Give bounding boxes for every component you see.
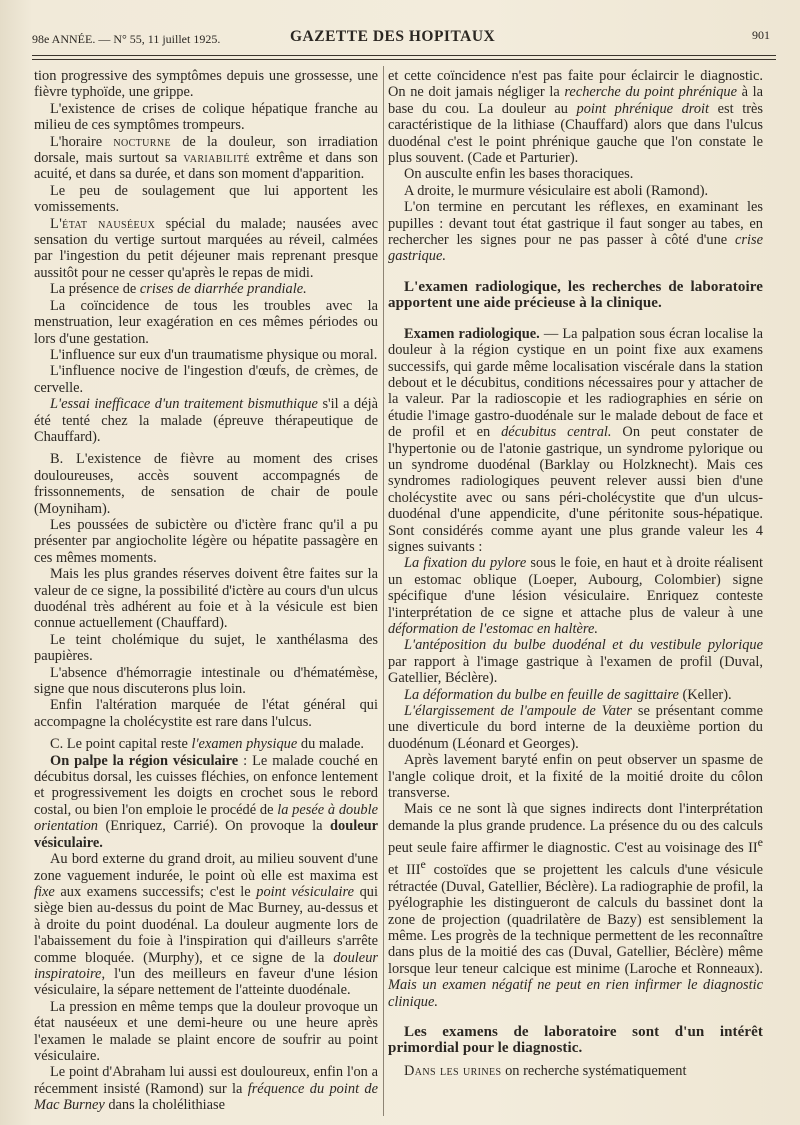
paragraph: On palpe la région vésiculaire : Le malade couché en décubitus dorsal, les cuisses fléchies, on enfonce lentement et progressivement les doigts en crochet sous le rebord costal, ou bien l'on emploie le procédé de la pesée à double orientation (Enriquez, Carrié). On provoque la douleur vésiculaire. xyxy=(34,752,378,851)
left-column xyxy=(34,68,378,1114)
paragraph: La déformation du bulbe en feuille de sagittaire (Keller). xyxy=(404,686,732,703)
paragraph: B. L'existence de fièvre au moment des crises douloureuses, accès souvent accompagnés de frissonnements, de sensation de chair de poule (Moyniham). xyxy=(34,451,378,517)
paragraph: L'influence sur eux d'un traumatisme physique ou moral. xyxy=(50,346,378,363)
issue-info: 98e ANNÉE. — N° 55, 11 juillet 1925. xyxy=(32,32,221,46)
paragraph: Au bord externe du grand droit, au milieu souvent d'une zone vaguement indurée, le point où elle est maxima est fixe aux examens successifs; c'est le point vésiculaire qui siège bien au-dessus du point de Mac Burney, au-dessus et à droite du point duodénal. La douleur augmente lors de l'abaissement du foie à l'inspiration qui d'ailleurs s'arrête comme bloquée. (Murphy), et ce signe de la douleur inspiratoire, l'un des meilleurs en faveur d'une lésion vésiculaire, la sépare nettement de l'atteinte duodénale. xyxy=(34,851,378,999)
paragraph: La pression en même temps que la douleur provoque un état nauséeux et une demi-heure ou une heure après l'examen le malade se plaint encore de soufrir au point vésiculaire. xyxy=(34,998,378,1064)
paragraph: L'antéposition du bulbe duodénal et du vestibule pylorique par rapport à l'image gastrique à l'examen de profil (Duval, Gatellier, Béclère). xyxy=(388,637,763,687)
paragraph: Les poussées de subictère ou d'ictère franc qu'il a pu présenter par angiocholite légère ou hépatite passagère en ces mêmes moments. xyxy=(34,516,378,566)
paragraph: A droite, le murmure vésiculaire est aboli (Ramond). xyxy=(404,182,709,199)
paragraph: Mais les plus grandes réserves doivent être faites sur la valeur de ce signe, la possibilité d'ictère au cours d'un ulcus duodénal très adhérent au foie et à la vésicule est bien connue actuellement (Chauffard). xyxy=(34,566,378,632)
section-heading: Les examens de laboratoire sont d'un intérêt primordial pour le diagnostic. xyxy=(388,1023,763,1057)
paragraph: L'essai inefficace d'un traitement bismuthique s'il a déjà été tenté chez la malade (épreuve thérapeutique de Chauffard). xyxy=(34,396,378,445)
paragraph: L'absence d'hémorragie intestinale ou d'hématémèse, signe que nous discuterons plus loin. xyxy=(34,664,378,698)
right-column xyxy=(388,68,763,1079)
paragraph: La fixation du pylore sous le foie, en haut et à droite réalisent un estomac oblique (Loeper, Aubourg, Colombier) signe spécifique d'une lésion vésiculaire. Enriquez conteste l'interprétation de ce signe et attache plus de valeur à une déformation de l'estomac en haltère. xyxy=(388,555,764,637)
paragraph: Le peu de soulagement que lui apportent les vomissements. xyxy=(34,182,378,216)
paragraph: L'existence de crises de colique hépatique franche au milieu de ces symptômes trompeurs. xyxy=(34,100,378,134)
paragraph: L'horaire nocturne de la douleur, son irradiation dorsale, mais surtout sa variabilité extrême et dans son acuité, et dans sa durée, et dans son moment d'apparition. xyxy=(34,133,379,183)
paragraph: Enfin l'altération marquée de l'état général qui accompagne la cholécystite est rare dans l'ulcus. xyxy=(34,697,378,730)
paragraph: Dans les urines on recherche systématiquement xyxy=(404,1062,687,1079)
paragraph: La présence de crises de diarrhée prandiale. xyxy=(50,281,307,298)
page-header xyxy=(32,26,774,50)
paragraph: C. Le point capital reste l'examen physique du malade. xyxy=(50,736,365,753)
paragraph: Le point d'Abraham lui aussi est douloureux, enfin l'on a récemment insisté (Ramond) sur la fréquence du point de Mac Burney dans la cholélithiase xyxy=(34,1064,378,1114)
paragraph: La coïncidence de tous les troubles avec la menstruation, leur exagération en ces mêmes périodes ou lors d'une gestation. xyxy=(34,297,378,347)
paragraph: Examen radiologique. — La palpation sous écran localise la douleur à la région cystique en un point fixe aux examens successifs, qui garde même localisation viscérale dans la station debout et le décubitus, conditions nécessaires pour y attacher de la valeur. Par la radioscopie et les radiographies en série on étudie l'image gastro-duodénale sur le malade debout de face et de profil et en décubitus central. On peut constater de l'hypertonie ou de l'atonie gastrique, un syndrome pylorique ou un syndrome duodénal (Barklay ou Holzknecht). Mais ces syndromes radiologiques peuvent relever aussi bien d'une cholécystite avec ou sans péri-cholécystite que d'un ulcus-duodénal d'une appendicite, d'une péritonite sous-hépatique. Sont considérés comme ayant une plus grande valeur les 4 signes suivants : xyxy=(388,325,763,555)
paragraph: L'élargissement de l'ampoule de Vater se présentant comme une diverticule du bord interne de la deuxième portion du duodénum (Léonard et Georges). xyxy=(388,703,763,752)
header-rule-thin xyxy=(32,59,776,60)
column-divider xyxy=(383,66,384,1116)
paragraph: Le teint cholémique du sujet, le xanthélasma des paupières. xyxy=(34,631,378,665)
section-heading: L'examen radiologique, les recherches de laboratoire apportent une aide précieuse à la clinique. xyxy=(388,278,763,312)
journal-title: GAZETTE DES HOPITAUX xyxy=(290,28,496,45)
paragraph: On ausculte enfin les bases thoraciques. xyxy=(404,166,634,183)
paragraph: L'état nauséeux spécial du malade; nausées avec sensation du vertige surtout marquées au réveil, calmées par l'ingestion du petit déjeuner mais reprenant presque aussitôt pour ne cesser qu'après le repas de midi. xyxy=(34,215,378,281)
paragraph: Après lavement baryté enfin on peut observer un spasme de l'angle colique droit, et la fixité de la moitié droite du côlon transverse. xyxy=(388,752,763,802)
paragraph: L'on termine en percutant les réflexes, en examinant les pupilles : devant tout état gastrique il faut songer au tabes, en rechercher les signes pour ne pas passer à côté d'une crise gastrique. xyxy=(388,199,763,265)
paragraph: tion progressive des symptômes depuis une grossesse, une fièvre typhoïde, une grippe. xyxy=(34,68,378,101)
paragraph: L'influence nocive de l'ingestion d'œufs, de crèmes, de cervelle. xyxy=(34,363,378,396)
paragraph: Mais ce ne sont là que signes indirects dont l'interprétation demande la plus grande prudence. La présence du ou des calculs peut seule faire affirmer le diagnostic. C'est au voisinage des IIe et IIIe costoïdes que se projettent les calculs d'une vésicule rétractée (Duval, Gatellier, Béclère). La radiographie de profil, la pyélographie les distingueront de calculs du bassinet dont la zone de projection (quadrilatère de Bazy) est sensiblement la même. Les progrès de la technique permettent de les reconnaître dans plus de la moitié des cas (Duval, Gatellier, Béclère) même lorsque leur teneur calcique est minime (Laroche et Ronneaux). Mais un examen négatif ne peut en rien infirmer le diagnostic clinique. xyxy=(388,801,763,1010)
header-rule xyxy=(32,55,776,56)
page-number: 901 xyxy=(752,28,770,42)
paragraph: et cette coïncidence n'est pas faite pour éclaircir le diagnostic. On ne doit jamais négliger la recherche du point phrénique à la base du cou. La douleur au point phrénique droit est très caractéristique de la lithiase (Chauffard) alors que dans l'ulcus duodénal c'est le point phrénique gauche que l'on constate le plus souvent. (Cade et Parturier). xyxy=(388,68,763,167)
